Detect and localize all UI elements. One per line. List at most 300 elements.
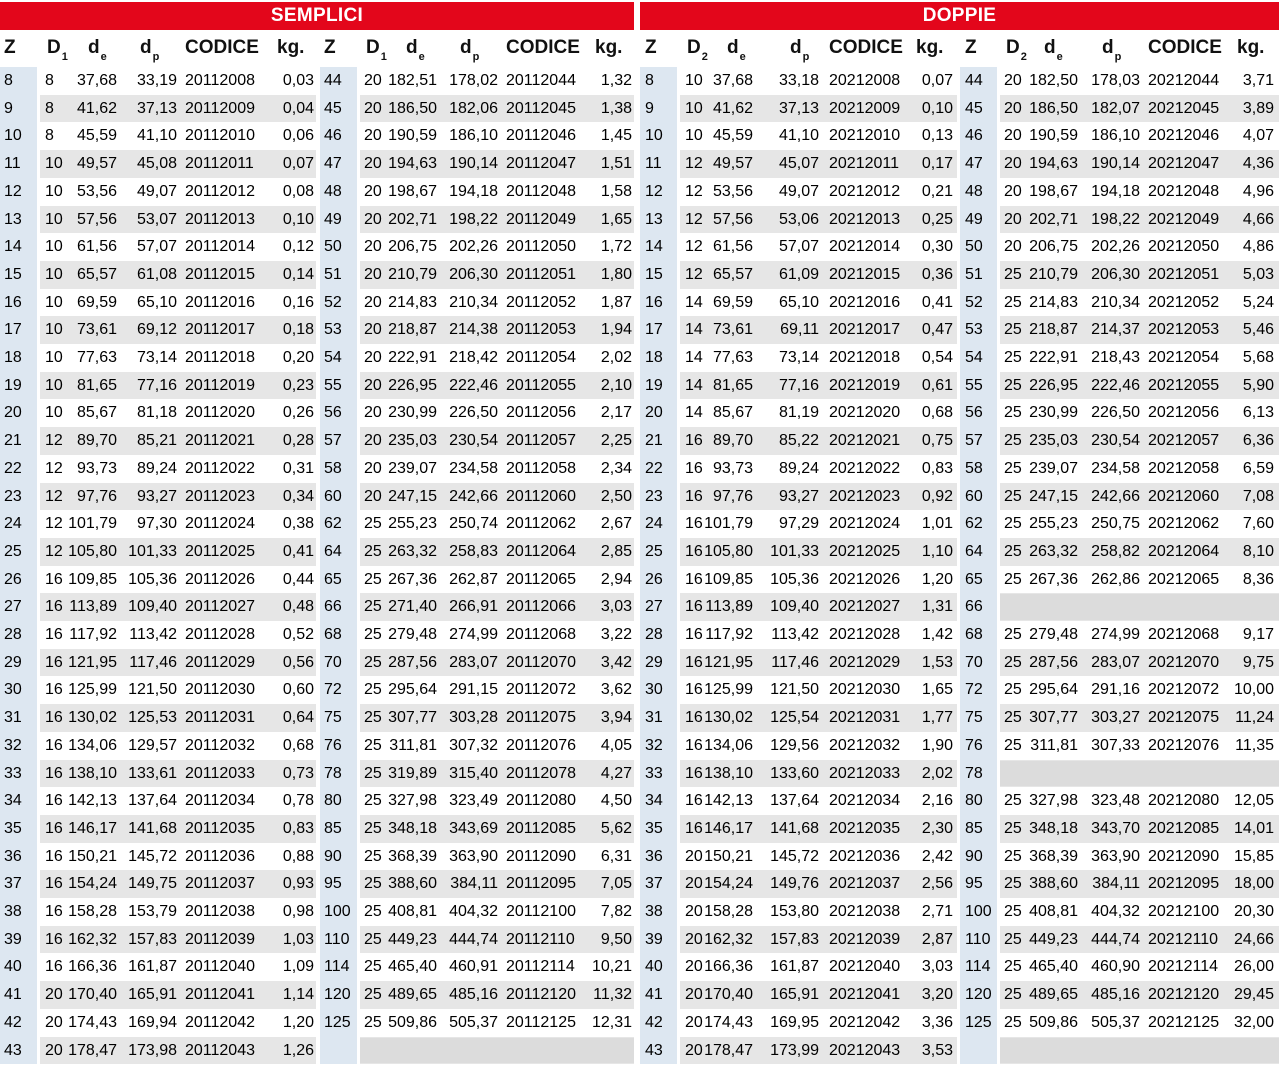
codice-value: 20212070 <box>1148 653 1220 671</box>
z-value: 24 <box>4 515 22 533</box>
codice-value: 20112014 <box>185 238 255 256</box>
z-value: 45 <box>965 99 983 117</box>
codice-value: 20212065 <box>1148 570 1220 588</box>
dp-value: 315,40 <box>449 764 498 782</box>
z-value: 55 <box>324 376 342 394</box>
kg-value: 3,94 <box>600 709 632 727</box>
kg-value: 0,41 <box>282 542 314 560</box>
codice-value: 20212030 <box>829 681 901 699</box>
de-value: 97,76 <box>712 487 753 505</box>
z-value: 75 <box>965 709 983 727</box>
de-value: 509,86 <box>1029 1013 1078 1031</box>
kg-value: 6,59 <box>1242 459 1274 477</box>
de-value: 69,59 <box>76 293 117 311</box>
dp-value: 145,72 <box>128 847 177 865</box>
de-value <box>1016 760 1078 788</box>
codice-value: 20212114 <box>1148 958 1218 976</box>
kg-value: 0,26 <box>282 404 314 422</box>
d-value: 25 <box>364 626 382 643</box>
dp-value: 157,83 <box>770 930 819 948</box>
d-value: 16 <box>45 958 63 976</box>
dp-value: 182,06 <box>449 99 498 117</box>
z-value: 44 <box>965 72 983 89</box>
header-text: D <box>1006 37 1020 58</box>
kg-value: 1,03 <box>282 930 314 948</box>
codice-value: 20112056 <box>506 404 576 422</box>
d-value: 25 <box>364 903 382 920</box>
de-value: 41,62 <box>76 99 117 117</box>
codice-value: 20212019 <box>829 376 901 394</box>
kg-value <box>576 1037 632 1065</box>
z-value: 120 <box>965 986 992 1004</box>
kg-value: 12,31 <box>591 1013 632 1031</box>
z-value: 95 <box>965 875 983 893</box>
kg-value: 0,93 <box>282 875 314 893</box>
z-value: 17 <box>645 321 663 339</box>
de-value: 61,56 <box>76 238 117 256</box>
table-body <box>960 67 1279 1064</box>
codice-value: 20212025 <box>829 542 901 560</box>
dp-value: 41,10 <box>136 127 177 145</box>
codice-value: 20112072 <box>506 681 576 699</box>
kg-value: 0,06 <box>282 127 314 145</box>
kg-value: 3,03 <box>921 958 953 976</box>
dp-value: 505,37 <box>1091 1013 1140 1031</box>
d-value: 25 <box>1004 293 1022 311</box>
dp-value: 109,40 <box>770 598 819 616</box>
dp-value: 404,32 <box>1091 903 1140 920</box>
de-value: 218,87 <box>1029 321 1078 339</box>
de-value: 77,63 <box>76 349 117 366</box>
codice-value: 20212090 <box>1148 847 1220 865</box>
d-value: 25 <box>364 653 382 671</box>
dp-value <box>1080 1037 1140 1065</box>
z-value: 70 <box>965 653 983 671</box>
codice-value: 20112060 <box>506 487 576 505</box>
header-text: CODICE <box>185 37 259 58</box>
dp-value: 210,34 <box>1091 293 1140 311</box>
z-value: 72 <box>324 681 342 699</box>
d-header <box>366 37 387 61</box>
kg-value: 1,51 <box>600 155 632 173</box>
de-value: 287,56 <box>388 653 437 671</box>
z-value: 36 <box>4 847 22 865</box>
de-value: 198,67 <box>1029 182 1078 200</box>
codice-value: 20212015 <box>829 265 901 283</box>
kg-value: 29,45 <box>1233 986 1274 1004</box>
z-value: 66 <box>324 598 342 616</box>
header-subscript: e <box>739 50 746 63</box>
de-value: 214,83 <box>1029 293 1078 311</box>
d-value: 12 <box>685 238 703 256</box>
de-value: 134,06 <box>68 736 117 754</box>
codice-value: 20112022 <box>185 459 255 477</box>
codice-value: 20112017 <box>185 321 255 339</box>
z-header <box>324 37 336 59</box>
z-value: 26 <box>645 570 663 588</box>
de-value: 295,64 <box>388 681 437 699</box>
d-value: 25 <box>364 1013 382 1031</box>
codice-value: 20112065 <box>506 570 576 588</box>
z-value: 78 <box>965 764 983 782</box>
de-value: 210,79 <box>1029 265 1078 283</box>
dp-value: 444,74 <box>449 930 498 948</box>
d-value: 12 <box>685 265 703 283</box>
kg-value: 2,71 <box>921 903 953 920</box>
kg-value: 3,42 <box>600 653 632 671</box>
header-subscript: 1 <box>61 50 68 63</box>
z-value: 39 <box>645 930 663 948</box>
d-value: 25 <box>1004 487 1022 505</box>
dp-value: 250,74 <box>449 515 498 533</box>
dp-value: 49,07 <box>136 182 177 200</box>
dp-value: 105,36 <box>128 570 177 588</box>
dp-value: 93,27 <box>136 487 177 505</box>
de-value: 125,99 <box>704 681 753 699</box>
de-value: 388,60 <box>388 875 437 893</box>
codice-value: 20112034 <box>185 792 255 810</box>
codice-value: 20212032 <box>829 736 901 754</box>
z-value: 29 <box>645 653 663 671</box>
d-value: 14 <box>685 293 703 311</box>
codice-value: 20212024 <box>829 515 901 533</box>
codice-value: 20212008 <box>829 72 901 89</box>
kg-value: 1,80 <box>600 265 632 283</box>
dp-value: 149,76 <box>770 875 819 893</box>
dp-value: 73,14 <box>778 349 819 366</box>
dp-value: 121,50 <box>770 681 819 699</box>
header-subscript: 2 <box>1020 50 1027 63</box>
z-value: 38 <box>4 903 22 920</box>
de-value: 202,71 <box>1029 210 1078 228</box>
d-header <box>687 37 708 61</box>
d-value: 16 <box>45 764 63 782</box>
dp-value: 363,90 <box>1091 847 1140 865</box>
d-value: 25 <box>364 515 382 533</box>
dp-value: 384,11 <box>450 875 498 893</box>
codice-value: 20112114 <box>506 958 575 976</box>
z-value: 54 <box>324 349 342 366</box>
d-value: 12 <box>685 210 703 228</box>
codice-value: 20212036 <box>829 847 901 865</box>
de-header <box>1044 37 1063 61</box>
d-value: 10 <box>45 376 63 394</box>
kg-value: 1,32 <box>600 72 632 89</box>
codice-value: 20212051 <box>1148 265 1220 283</box>
d-value: 20 <box>1004 72 1022 89</box>
dp-value: 460,91 <box>449 958 498 976</box>
d-value: 25 <box>364 930 382 948</box>
de-value: 449,23 <box>388 930 437 948</box>
de-value: 101,79 <box>704 515 753 533</box>
dp-header <box>460 37 479 61</box>
d-value: 25 <box>364 681 382 699</box>
dp-value <box>1080 760 1140 788</box>
de-value: 190,59 <box>388 127 437 145</box>
codice-value: 20212120 <box>1148 986 1220 1004</box>
dp-value: 77,16 <box>778 376 819 394</box>
z-value: 56 <box>965 404 983 422</box>
kg-value: 0,23 <box>282 376 314 394</box>
z-value: 125 <box>965 1013 992 1031</box>
header-subscript: p <box>802 50 810 63</box>
z-value: 39 <box>4 930 22 948</box>
codice-value: 20112050 <box>506 238 576 256</box>
kg-value: 8,10 <box>1242 542 1274 560</box>
d-value: 20 <box>1004 182 1022 200</box>
codice-value: 20112024 <box>185 515 255 533</box>
de-value: 142,13 <box>68 792 117 810</box>
dp-value: 343,70 <box>1091 819 1140 837</box>
d-value: 25 <box>1004 404 1022 422</box>
d-value: 20 <box>45 1041 63 1059</box>
dp-value: 198,22 <box>449 210 498 228</box>
z-value <box>965 1037 999 1065</box>
z-value: 75 <box>324 709 342 727</box>
z-value: 68 <box>965 626 983 643</box>
kg-value: 0,12 <box>282 238 314 256</box>
de-value: 138,10 <box>704 764 753 782</box>
z-value: 64 <box>324 542 342 560</box>
z-value: 18 <box>4 349 22 366</box>
z-header <box>965 37 977 59</box>
dp-value: 186,10 <box>449 127 498 145</box>
dp-value: 242,66 <box>449 487 498 505</box>
de-value: 408,81 <box>388 903 437 920</box>
z-value: 66 <box>965 598 983 616</box>
d-value: 20 <box>1004 99 1022 117</box>
de-value: 489,65 <box>1029 986 1078 1004</box>
d-value: 16 <box>685 598 703 616</box>
de-value: 105,80 <box>68 542 117 560</box>
de-value: 109,85 <box>68 570 117 588</box>
kg-value: 0,68 <box>282 736 314 754</box>
header-text: d <box>406 37 418 58</box>
dp-value: 69,12 <box>136 321 177 339</box>
kg-value: 2,02 <box>921 764 953 782</box>
dp-value: 113,42 <box>129 626 177 643</box>
d-value: 20 <box>1004 127 1022 145</box>
d-value: 12 <box>45 542 63 560</box>
de-value: 226,95 <box>388 376 437 394</box>
codice-value: 20112110 <box>506 930 575 948</box>
header-subscript: 1 <box>380 50 387 63</box>
de-value: 230,99 <box>388 404 437 422</box>
dp-value: 234,58 <box>1091 459 1140 477</box>
codice-value: 20112028 <box>185 626 255 643</box>
dp-value: 85,22 <box>778 432 819 450</box>
z-value: 30 <box>4 681 22 699</box>
d-value: 16 <box>685 487 703 505</box>
codice-value: 20212010 <box>829 127 901 145</box>
codice-value: 20112035 <box>185 819 255 837</box>
d-value: 20 <box>685 1041 703 1059</box>
kg-value: 6,13 <box>1242 404 1274 422</box>
z-value: 38 <box>645 903 663 920</box>
z-value: 80 <box>324 792 342 810</box>
codice-value: 20212026 <box>829 570 901 588</box>
codice-value: 20112100 <box>506 903 576 920</box>
codice-value: 20212033 <box>829 764 901 782</box>
codice-value: 20112032 <box>185 736 255 754</box>
de-value: 267,36 <box>388 570 437 588</box>
dp-value: 69,11 <box>780 321 819 339</box>
codice-value: 20212039 <box>829 930 901 948</box>
kg-value: 0,10 <box>282 210 314 228</box>
d-value: 20 <box>364 127 382 145</box>
d-value: 16 <box>45 626 63 643</box>
codice-value: 20212058 <box>1148 459 1220 477</box>
z-value <box>324 1037 358 1065</box>
table-header <box>960 31 1279 65</box>
de-value: 202,71 <box>388 210 437 228</box>
codice-value: 20112008 <box>185 72 255 89</box>
kg-value: 3,03 <box>600 598 632 616</box>
d-value: 12 <box>685 182 703 200</box>
codice-value: 20112029 <box>185 653 255 671</box>
dp-value: 234,58 <box>449 459 498 477</box>
de-value: 247,15 <box>1029 487 1078 505</box>
dp-value: 190,14 <box>449 155 498 173</box>
codice-value: 20112037 <box>185 875 255 893</box>
kg-value: 18,00 <box>1233 875 1274 893</box>
de-value: 121,95 <box>68 653 117 671</box>
header-text: d <box>1102 37 1114 58</box>
codice-value: 20112031 <box>185 709 255 727</box>
de-value: 489,65 <box>388 986 437 1004</box>
kg-value: 11,24 <box>1235 709 1274 727</box>
kg-value: 0,64 <box>282 709 314 727</box>
d-value: 25 <box>1004 542 1022 560</box>
d-value: 20 <box>364 182 382 200</box>
kg-value: 1,53 <box>921 653 953 671</box>
kg-value: 0,16 <box>282 293 314 311</box>
z-value: 50 <box>324 238 342 256</box>
codice-value: 20212020 <box>829 404 901 422</box>
z-value: 13 <box>645 210 663 228</box>
header-text: D <box>366 37 380 58</box>
codice-value: 20212064 <box>1148 542 1220 560</box>
kg-value: 0,25 <box>921 210 953 228</box>
de-value: 134,06 <box>704 736 753 754</box>
dp-value: 218,43 <box>1091 349 1140 366</box>
de-value: 247,15 <box>388 487 437 505</box>
kg-value: 4,36 <box>1242 155 1274 173</box>
dp-value: 121,50 <box>128 681 177 699</box>
header-text: d <box>88 37 100 58</box>
kg-value: 5,24 <box>1242 293 1274 311</box>
dp-value: 258,83 <box>449 542 498 560</box>
z-value: 29 <box>4 653 22 671</box>
codice-value: 20112066 <box>506 598 576 616</box>
dp-value: 129,57 <box>128 736 177 754</box>
z-value: 60 <box>965 487 983 505</box>
kg-value: 1,20 <box>282 1013 314 1031</box>
dp-value: 283,07 <box>1091 653 1140 671</box>
codice-value: 20212034 <box>829 792 901 810</box>
header-text: d <box>140 37 152 58</box>
kg-value: 20,30 <box>1233 903 1274 920</box>
z-value: 40 <box>4 958 22 976</box>
kg-value: 4,66 <box>1242 210 1274 228</box>
d-value: 25 <box>364 847 382 865</box>
d-value: 16 <box>45 903 63 920</box>
kg-value: 0,36 <box>921 265 953 283</box>
kg-value: 3,89 <box>1242 99 1274 117</box>
d-value: 16 <box>45 653 63 671</box>
de-value: 239,07 <box>388 459 437 477</box>
de-header <box>88 37 107 61</box>
header-text: Z <box>4 37 16 58</box>
d-value: 20 <box>685 986 703 1004</box>
codice-value: 20212072 <box>1148 681 1220 699</box>
d-value: 20 <box>1004 238 1022 256</box>
de-value: 295,64 <box>1029 681 1078 699</box>
kg-value: 0,10 <box>921 99 953 117</box>
kg-value: 5,90 <box>1242 376 1274 394</box>
header-subscript: e <box>418 50 425 63</box>
de-value: 130,02 <box>704 709 753 727</box>
d-value: 20 <box>364 349 382 366</box>
d-value: 14 <box>685 321 703 339</box>
codice-value: 20112021 <box>185 432 255 450</box>
z-value: 10 <box>645 127 663 145</box>
dp-value: 61,09 <box>778 265 819 283</box>
de-value: 182,50 <box>1029 72 1078 89</box>
dp-value: 65,10 <box>136 293 177 311</box>
z-value: 43 <box>645 1041 663 1059</box>
header-text: D <box>47 37 61 58</box>
codice-value: 20212029 <box>829 653 901 671</box>
kg-value: 2,56 <box>921 875 953 893</box>
z-value: 41 <box>645 986 663 1004</box>
section-header-doppie <box>640 2 1279 30</box>
d-value: 20 <box>364 72 382 89</box>
d-value: 25 <box>1004 515 1022 533</box>
z-value: 17 <box>4 321 22 339</box>
kg-value: 0,31 <box>282 459 314 477</box>
d-value: 20 <box>1004 155 1022 173</box>
codice-value: 20112044 <box>506 72 576 89</box>
de-value: 170,40 <box>68 986 117 1004</box>
d-value: 16 <box>685 681 703 699</box>
z-value: 90 <box>965 847 983 865</box>
codice-value: 20112058 <box>506 459 576 477</box>
section-header-semplici <box>0 2 634 30</box>
dp-value: 485,16 <box>449 986 498 1004</box>
dp-value: 173,99 <box>770 1041 819 1059</box>
de-value: 85,67 <box>76 404 117 422</box>
d-value: 8 <box>45 99 54 117</box>
kg-value: 6,36 <box>1242 432 1274 450</box>
table-body <box>320 67 634 1064</box>
de-value: 178,47 <box>704 1041 753 1059</box>
d-value: 20 <box>364 210 382 228</box>
de-value: 89,70 <box>76 432 117 450</box>
dp-value: 384,11 <box>1092 875 1140 893</box>
kg-value: 2,16 <box>921 792 953 810</box>
de-value: 186,50 <box>388 99 437 117</box>
dp-value: 161,87 <box>128 958 177 976</box>
codice-value: 20112095 <box>506 875 576 893</box>
dp-value: 81,18 <box>136 404 177 422</box>
codice-value: 20112040 <box>185 958 255 976</box>
dp-value: 45,07 <box>778 155 819 173</box>
de-value: 230,99 <box>1029 404 1078 422</box>
codice-value: 20212011 <box>829 155 899 173</box>
header-text: kg. <box>1237 37 1265 58</box>
z-value: 37 <box>4 875 22 893</box>
